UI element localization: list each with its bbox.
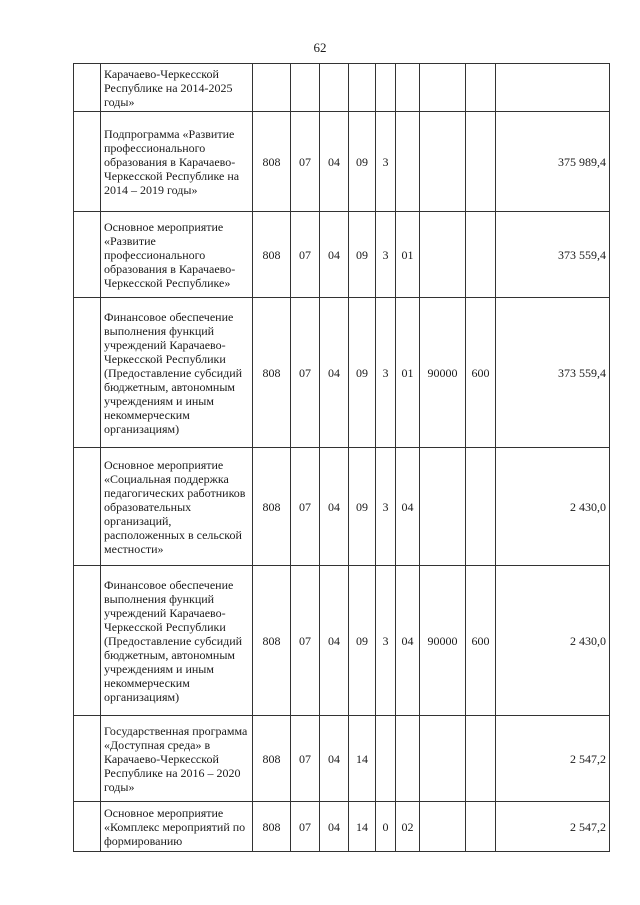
table-row (74, 566, 610, 716)
direction-code-cell (420, 64, 466, 112)
subsection-code-cell: 04 (320, 212, 349, 298)
program-code-cell: 09 (349, 448, 376, 566)
subsection-code-cell: 04 (320, 802, 349, 852)
row-name-cell: Финансовое обеспечение выполнения функций учреждений Карачаево-Черкесской Республики (Предоставление субсидий бюджетным, автономным учреждениям и иным некоммерческим организациям) (101, 298, 253, 448)
direction-code-cell (420, 716, 466, 802)
row-name-cell: Финансовое обеспечение выполнения функций учреждений Карачаево-Черкесской Республики (Предоставление субсидий бюджетным, автономным учреждениям и иным некоммерческим организациям) (101, 566, 253, 716)
subprogram-code-cell: 3 (376, 298, 396, 448)
section-code-cell (291, 64, 320, 112)
direction-code-cell (420, 112, 466, 212)
ministry-code-cell: 808 (253, 448, 291, 566)
row-index-cell (74, 566, 101, 716)
program-code-cell: 14 (349, 802, 376, 852)
expense-type-cell (466, 112, 496, 212)
budget-table (73, 63, 610, 852)
expense-type-cell (466, 716, 496, 802)
amount-cell: 373 559,4 (496, 298, 610, 448)
subprogram-code-cell (376, 716, 396, 802)
subsection-code-cell: 04 (320, 566, 349, 716)
table-row (74, 298, 610, 448)
event-code-cell: 04 (396, 448, 420, 566)
amount-cell: 375 989,4 (496, 112, 610, 212)
expense-type-cell: 600 (466, 298, 496, 448)
row-name-cell: Государственная программа «Доступная среда» в Карачаево-Черкесской Республике на 2016 – 2020 годы» (101, 716, 253, 802)
amount-cell: 2 430,0 (496, 448, 610, 566)
section-code-cell: 07 (291, 802, 320, 852)
program-code-cell: 14 (349, 716, 376, 802)
table-row (74, 802, 610, 852)
program-code-cell: 09 (349, 566, 376, 716)
program-code-cell: 09 (349, 298, 376, 448)
row-index-cell (74, 298, 101, 448)
subsection-code-cell: 04 (320, 112, 349, 212)
table-row (74, 212, 610, 298)
table-row (74, 716, 610, 802)
row-index-cell (74, 64, 101, 112)
table-row (74, 448, 610, 566)
subprogram-code-cell: 3 (376, 448, 396, 566)
event-code-cell (396, 64, 420, 112)
direction-code-cell (420, 448, 466, 566)
row-index-cell (74, 212, 101, 298)
direction-code-cell: 90000 (420, 566, 466, 716)
amount-cell: 2 547,2 (496, 716, 610, 802)
section-code-cell: 07 (291, 212, 320, 298)
page-number: 62 (313, 40, 327, 55)
event-code-cell: 04 (396, 566, 420, 716)
expense-type-cell: 600 (466, 566, 496, 716)
row-name-cell: Основное мероприятие «Социальная поддержка педагогических работников образовательных организаций, расположенных в сельской местности» (101, 448, 253, 566)
row-name-cell: Карачаево-Черкесской Республике на 2014-2025 годы» (101, 64, 253, 112)
row-name-cell: Основное мероприятие «Развитие профессионального образования в Карачаево-Черкесской Республике» (101, 212, 253, 298)
row-name-cell: Подпрограмма «Развитие профессионального образования в Карачаево-Черкесской Республике на 2014 – 2019 годы» (101, 112, 253, 212)
section-code-cell: 07 (291, 448, 320, 566)
subprogram-code-cell: 3 (376, 112, 396, 212)
row-index-cell (74, 112, 101, 212)
expense-type-cell (466, 448, 496, 566)
expense-type-cell (466, 802, 496, 852)
ministry-code-cell: 808 (253, 802, 291, 852)
event-code-cell (396, 112, 420, 212)
budget-table-body (74, 64, 610, 852)
section-code-cell: 07 (291, 716, 320, 802)
event-code-cell (396, 716, 420, 802)
subsection-code-cell: 04 (320, 716, 349, 802)
amount-cell: 373 559,4 (496, 212, 610, 298)
amount-cell: 2 430,0 (496, 566, 610, 716)
program-code-cell: 09 (349, 212, 376, 298)
subprogram-code-cell: 3 (376, 212, 396, 298)
ministry-code-cell: 808 (253, 112, 291, 212)
ministry-code-cell: 808 (253, 212, 291, 298)
ministry-code-cell: 808 (253, 716, 291, 802)
subsection-code-cell: 04 (320, 298, 349, 448)
amount-cell: 2 547,2 (496, 802, 610, 852)
direction-code-cell: 90000 (420, 298, 466, 448)
subprogram-code-cell (376, 64, 396, 112)
expense-type-cell (466, 212, 496, 298)
event-code-cell: 01 (396, 212, 420, 298)
row-index-cell (74, 802, 101, 852)
direction-code-cell (420, 212, 466, 298)
ministry-code-cell (253, 64, 291, 112)
ministry-code-cell: 808 (253, 566, 291, 716)
event-code-cell: 01 (396, 298, 420, 448)
subprogram-code-cell: 0 (376, 802, 396, 852)
table-row (74, 64, 610, 112)
direction-code-cell (420, 802, 466, 852)
section-code-cell: 07 (291, 566, 320, 716)
subsection-code-cell: 04 (320, 448, 349, 566)
row-index-cell (74, 448, 101, 566)
event-code-cell: 02 (396, 802, 420, 852)
subsection-code-cell (320, 64, 349, 112)
section-code-cell: 07 (291, 112, 320, 212)
section-code-cell: 07 (291, 298, 320, 448)
table-row (74, 112, 610, 212)
row-name-cell: Основное мероприятие «Комплекс мероприятий по формированию (101, 802, 253, 852)
ministry-code-cell: 808 (253, 298, 291, 448)
expense-type-cell (466, 64, 496, 112)
amount-cell (496, 64, 610, 112)
program-code-cell (349, 64, 376, 112)
subprogram-code-cell: 3 (376, 566, 396, 716)
program-code-cell: 09 (349, 112, 376, 212)
row-index-cell (74, 716, 101, 802)
